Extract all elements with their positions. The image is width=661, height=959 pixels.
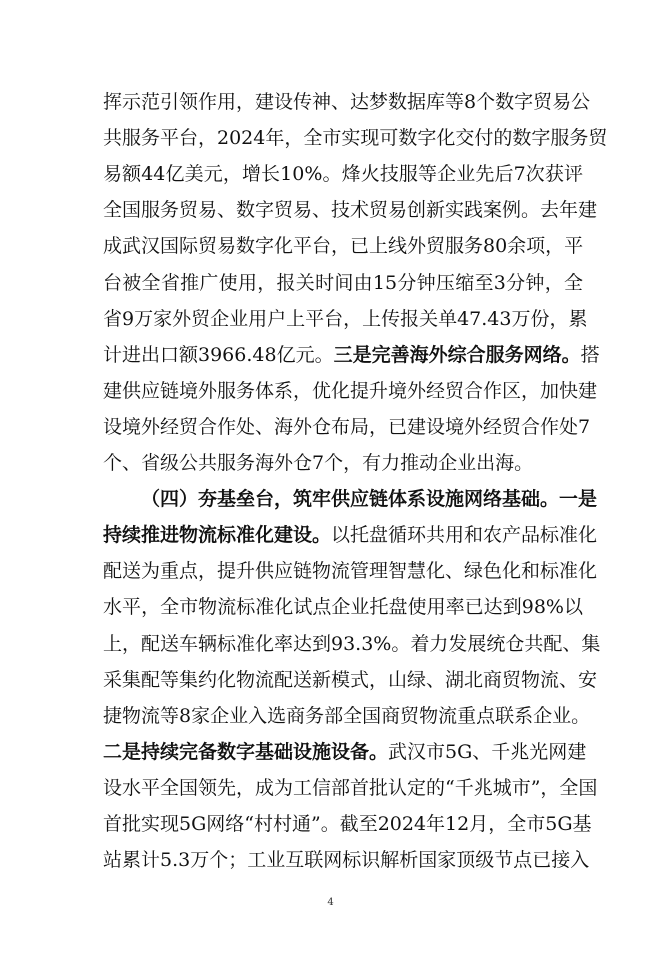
text-line [103, 553, 598, 589]
bold-text-segment: 一是 [559, 488, 598, 511]
bold-text-segment: 持续推进物流标准化建设。 [103, 524, 332, 547]
text-line [103, 770, 598, 806]
text-segment: 武汉市5G、千兆光网建 [388, 740, 587, 763]
text-segment: 全国服务贸易、数字贸易、技术贸易创新实践案例。去年建 [103, 199, 598, 222]
text-line [103, 301, 588, 337]
text-segment: 以托盘循环共用和农产品标准化 [331, 524, 598, 547]
page-number: 4 [327, 897, 334, 908]
text-line [103, 84, 591, 120]
text-segment: 共服务平台，2024年，全市实现可数字化交付的数字服务贸 [103, 127, 608, 150]
text-line [103, 373, 598, 409]
text-line [103, 589, 583, 625]
text-segment: 搭 [580, 343, 600, 366]
text-segment: 省9万家外贸企业用户上平台，上传报关单47.43万份，累 [103, 307, 588, 330]
text-segment: 个、省级公共服务海外仓7个，有力推动企业出海。 [103, 452, 534, 474]
text-line [103, 156, 583, 192]
text-line [103, 842, 590, 878]
text-line [103, 120, 608, 156]
text-segment: 配送为重点，提升供应链物流管理智慧化、绿色化和标准化 [103, 560, 598, 583]
text-segment: 易额44亿美元，增长10%。烽火技服等企业先后7次获评 [103, 163, 583, 186]
text-segment: 捷物流等8家企业入选商务部全国商贸物流重点联系企业。 [103, 704, 591, 727]
text-line [103, 445, 583, 481]
bold-text-segment: 二是持续完备数字基础设施设备。 [103, 740, 389, 763]
text-line [141, 481, 598, 517]
text-segment: 采集配等集约化物流配送新模式，山绿、湖北商贸物流、安 [103, 668, 598, 691]
bold-text-segment: 三是完善海外综合服务网络。 [333, 343, 581, 366]
text-line [103, 228, 583, 264]
text-segment: 首批实现5G网络“村村通”。截至2024年12月，全市5G基 [103, 813, 592, 835]
text-segment: 建供应链境外服务体系，优化提升境外经贸合作区，加快建 [103, 379, 598, 402]
text-segment: 设境外经贸合作处、海外仓布局，已建设境外经贸合作处7 [103, 415, 591, 438]
text-line [103, 337, 600, 373]
text-segment: 水平，全市物流标准化试点企业托盘使用率已达到98%以 [103, 596, 583, 619]
text-line [103, 192, 598, 228]
text-line [103, 265, 583, 301]
text-segment: 成武汉国际贸易数字化平台，已上线外贸服务80余项，平 [103, 235, 584, 258]
text-line [103, 698, 591, 734]
text-segment: 上，配送车辆标准化率达到93.3%。着力发展统仓共配、集 [103, 632, 601, 655]
bold-text-segment: （四）夯基垒台，筑牢供应链体系设施网络基础。 [141, 488, 560, 511]
text-line [103, 409, 591, 445]
text-segment: 站累计5.3万个；工业互联网标识解析国家顶级节点已接入 [103, 849, 590, 872]
text-segment: 挥示范引领作用，建设传神、达梦数据库等8个数字贸易公 [103, 91, 591, 113]
text-segment: 计进出口额3966.48亿元。 [103, 343, 334, 366]
text-line [103, 662, 598, 698]
text-segment: 设水平全国领先，成为工信部首批认定的“千兆城市”，全国 [103, 776, 598, 799]
text-line [103, 806, 592, 842]
text-line [103, 517, 598, 553]
text-line [103, 626, 601, 662]
text-segment: 台被全省推广使用，报关时间由15分钟压缩至3分钟，全 [103, 271, 583, 294]
text-line [103, 734, 587, 770]
